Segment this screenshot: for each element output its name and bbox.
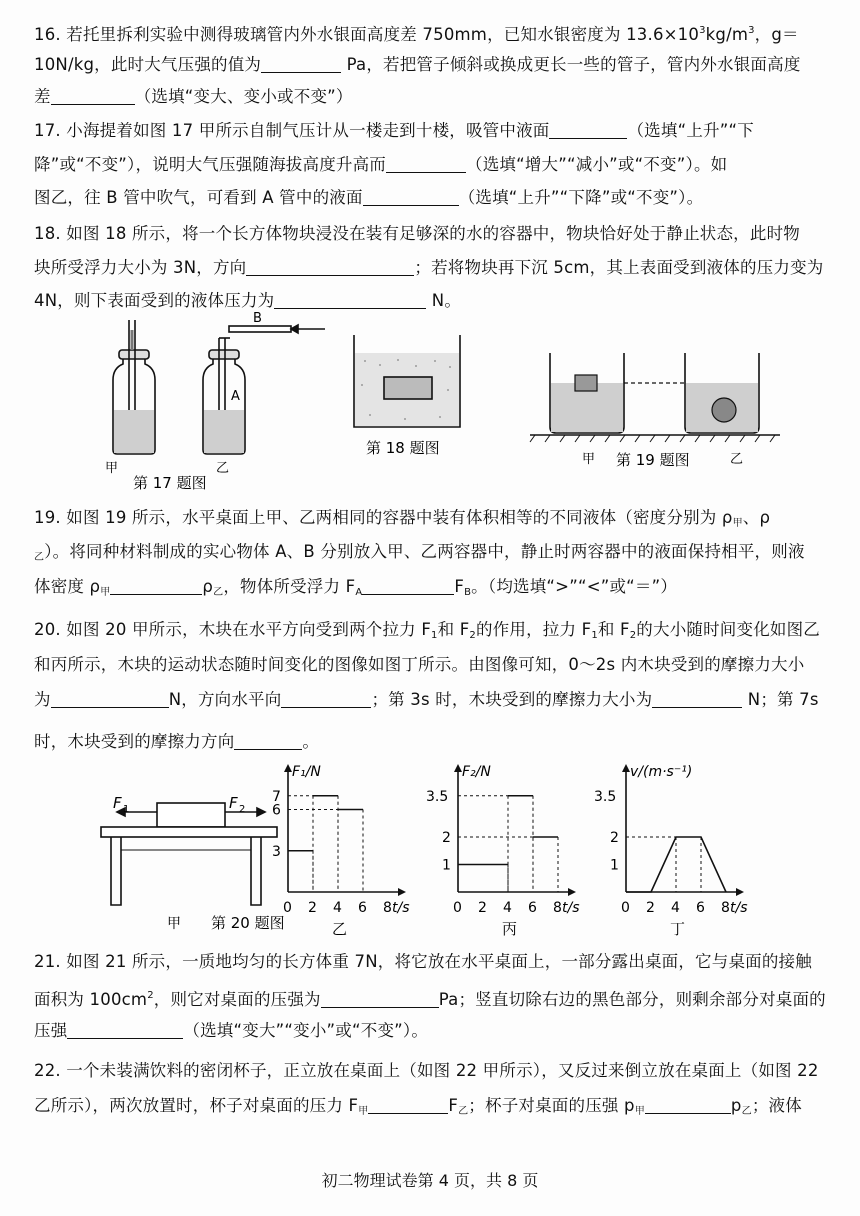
chart-caption: 乙 [332,920,348,938]
q17-line-2: 降”或“不变”），说明大气压强随海拔高度升高而 （选填“增大”“减小”或“不变”）。如 [34,155,728,174]
y-axis-arrow [284,764,292,772]
q17-blank-3[interactable] [363,189,459,206]
y-tick-label: 2 [610,830,619,846]
x-axis-arrow [736,888,744,896]
y-axis-label: F₁/N [292,764,321,780]
x-axis-arrow [398,888,406,896]
q16-blank-2[interactable] [51,88,135,105]
x-axis-arrow [568,888,576,896]
x-tick-label: 0 [621,900,630,916]
q19-line-2: $_乙$）。将同种材料制成的实心物体 A、B 分别放入甲、乙两容器中，静止时两容器中的液面保持相平，则液 [34,542,805,563]
y-tick-label: 3.5 [594,788,617,805]
q19-line-1: 19. 如图 19 所示，水平桌面上甲、乙两相同的容器中装有体积相等的不同液体（密度分别为 $\rho_甲$、ρ [34,508,771,529]
q20-blank-3[interactable] [652,691,742,708]
fig20-caption: 第 20 题图 [211,914,285,932]
q20-line-3: 为 N，方向水平向 ；第 3s 时，木块受到的摩擦力大小为 N；第 7s [34,690,819,709]
q21-line-1: 21. 如图 21 所示，一质地均匀的长方体重 7N，将它放在水平桌面上，一部分露出桌面，它与桌面的接触 [34,952,812,971]
y-tick-label: 3.5 [426,788,449,805]
x-tick-label: 4 [333,900,342,916]
y-axis-label: F₂/N [462,764,491,780]
x-axis-label: t/s [392,900,410,916]
fig19-caption: 第 19 题图 [616,451,690,469]
x-tick-label: 0 [283,900,292,916]
f1-sub: 1 [123,804,130,815]
object-a [575,375,597,391]
q17-line-3: 图乙，往 B 管中吹气，可看到 A 管中的液面 （选填“上升”“下降”或“不变”）。 [34,188,704,207]
fig17-caption: 第 17 题图 [133,474,207,492]
fig17-jia: 甲 [105,461,119,476]
f1-label: F [113,794,122,812]
q18-blank-1[interactable] [246,259,414,276]
q22-line-1: 22. 一个未装满饮料的密闭杯子，正立放在桌面上（如图 22 甲所示），又反过来倒立放在桌面上（如图 22 [34,1061,819,1080]
q19-blank-1[interactable] [110,578,202,595]
object-b [712,398,736,422]
fig18-caption: 第 18 题图 [366,439,440,457]
x-tick-label: 6 [358,900,367,916]
label-b: B [253,311,262,326]
x-axis-label: t/s [730,900,748,916]
q16-line-2: 10N/kg，此时大气压强的值为 Pa，若把管子倾斜或换成更长一些的管子，管内外水银面高度 [34,55,801,74]
x-tick-label: 8 [383,900,392,916]
chart-f2-vs-t [426,762,580,938]
page-footer: 初二物理试卷第 4 页，共 8 页 [321,1171,539,1190]
fig20-jia: 甲 [167,916,181,932]
fig19-jia: 甲 [582,452,596,467]
q17-blank-1[interactable] [549,122,627,139]
block [384,377,432,399]
q16-blank-1[interactable] [261,56,341,73]
q20-blank-1[interactable] [51,691,169,708]
f2-sub: 2 [239,804,246,815]
q22-blank-2[interactable] [645,1097,731,1114]
q22-line-2: 乙所示），两次放置时，杯子对桌面的压力 $F_甲$ $F_乙$；杯子对桌面的压强 $p_甲$ $p_乙$；液体 [34,1096,802,1117]
y-tick-label: 3 [272,843,281,860]
q20-blank-4[interactable] [234,733,302,750]
q18-line-3: 4N，则下表面受到的液体压力为 N。 [34,291,462,310]
x-tick-label: 6 [528,900,537,916]
q18-line-1: 18. 如图 18 所示，将一个长方体物块浸没在装有足够深的水的容器中，物块恰好处于静止状态，此时物 [34,224,800,243]
x-tick-label: 0 [453,900,462,916]
q19-line-3: 体密度 $\rho_甲$ $\rho_乙$，物体所受浮力 $F_A$ $F_B$。（均选填“>”“<”或“＝”） [34,577,678,598]
y-tick-label: 1 [610,857,619,874]
figure-20-jia [95,780,285,935]
y-tick-label: 2 [442,830,451,846]
figure-18 [350,335,465,460]
x-tick-label: 2 [646,900,655,916]
y-tick-label: 7 [272,788,281,805]
x-tick-label: 6 [696,900,705,916]
figure-19 [530,345,790,475]
q17-blank-2[interactable] [386,156,466,173]
chart-caption: 丁 [670,920,686,938]
q21-blank-2[interactable] [67,1022,183,1039]
x-tick-label: 2 [308,900,317,916]
x-tick-label: 8 [553,900,562,916]
fig17-yi: 乙 [216,461,230,476]
x-tick-label: 4 [671,900,680,916]
barometer-bottle-yi [203,325,325,454]
q18-line-2: 块所受浮力大小为 3N，方向 ；若将物块再下沉 5cm，其上表面受到液体的压力变为 [34,258,824,277]
q16-line-3: 差 （选填“变大、变小或不变”） [34,87,353,106]
figure-17 [95,310,325,495]
label-a: A [231,389,240,404]
x-tick-label: 8 [721,900,730,916]
q21-line-3: 压强 （选填“变大”“变小”或“不变”）。 [34,1021,429,1040]
x-tick-label: 2 [478,900,487,916]
q19-blank-2[interactable] [362,578,454,595]
x-axis-label: t/s [562,900,580,916]
q20-line-1: 20. 如图 20 甲所示，木块在水平方向受到两个拉力 $F_1$和 $F_2$的作用，拉力 $F_1$和 $F_2$的大小随时间变化如图乙 [34,620,820,641]
x-tick-label: 4 [503,900,512,916]
chart-v-vs-t [594,762,773,938]
q21-blank-1[interactable] [321,991,439,1008]
y-axis-arrow [454,764,462,772]
y-axis-label: v/(m·s⁻¹) [630,764,693,780]
fig19-yi: 乙 [730,452,744,467]
q21-line-2: 面积为 $100cm^2$，则它对桌面的压强为 Pa；竖直切除右边的黑色部分，则剩余部分对桌面的 [34,990,826,1009]
barometer-bottle-jia [113,320,155,454]
q18-blank-2[interactable] [274,292,426,309]
y-tick-label: 1 [442,857,451,874]
q22-blank-1[interactable] [368,1097,448,1114]
q17-line-1: 17. 小海提着如图 17 甲所示自制气压计从一楼走到十楼，吸管中液面 （选填“上升”“下 [34,121,754,140]
q20-line-2: 和丙所示，木块的运动状态随时间变化的图像如图丁所示。由图像可知，0～2s 内木块受到的摩擦力大小 [34,655,805,674]
chart-f1-vs-t [260,762,410,937]
chart-caption: 丙 [502,920,518,938]
f2-label: F [229,794,238,812]
q16-line-1: 16. 若托里拆利实验中测得玻璃管内外水银面高度差 750mm，已知水银密度为 $13.6\times 10^3kg/m^3$，g＝ [34,25,799,44]
y-tick-label: 6 [272,802,281,819]
q20-line-4: 时，木块受到的摩擦力方向 。 [34,732,320,751]
q20-blank-2[interactable] [281,691,371,708]
y-axis-arrow [622,764,630,772]
